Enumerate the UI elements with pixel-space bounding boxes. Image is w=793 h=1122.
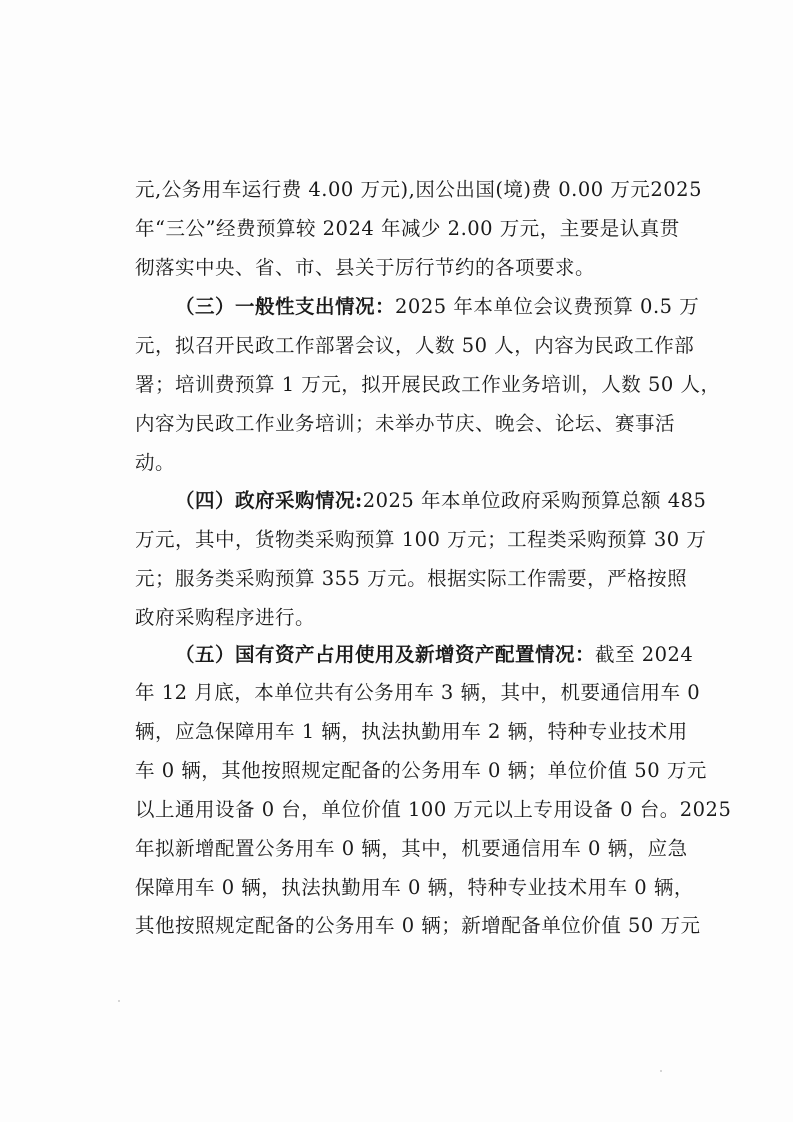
paragraph-1-line-3: 彻落实中央、省、市、县关于厉行节约的各项要求。 (135, 256, 596, 279)
paragraph-2-line-1-text: 2025 年本单位会议费预算 0.5 万 (395, 295, 700, 318)
section-heading-3: （三）一般性支出情况： (175, 295, 396, 318)
paragraph-4-line-2: 年 12 月底，本单位共有公务用车 3 辆，其中，机要通信用车 0 (135, 681, 701, 704)
section-heading-4: （四）政府采购情况: (175, 489, 363, 512)
paragraph-2-line-1 (175, 289, 700, 325)
paragraph-3-line-2: 万元，其中，货物类采购预算 100 万元；工程类采购预算 30 万 (135, 528, 707, 551)
paragraph-3-line-4: 政府采购程序进行。 (135, 606, 316, 629)
paragraph-4-line-5: 以上通用设备 0 台，单位价值 100 万元以上专用设备 0 台。2025 (135, 798, 732, 821)
scan-speck (118, 1000, 120, 1002)
paragraph-4-line-3: 辆，应急保障用车 1 辆，执法执勤用车 2 辆，特种专业技术用 (135, 720, 688, 743)
paragraph-1-line-1: 元,公务用车运行费 4.00 万元),因公出国(境)费 0.00 万元2025 (135, 178, 702, 201)
paragraph-1-line-2: 年“三公”经费预算较 2024 年减少 2.00 万元，主要是认真贯 (135, 217, 680, 240)
paragraph-3-line-1 (175, 483, 707, 519)
paragraph-2-line-2: 元，拟召开民政工作部署会议，人数 50 人，内容为民政工作部 (135, 334, 695, 357)
paragraph-2-line-4: 内容为民政工作业务培训；未举办节庆、晚会、论坛、赛事活 (135, 412, 676, 435)
paragraph-4-line-6: 年拟新增配置公务用车 0 辆，其中，机要通信用车 0 辆，应急 (135, 837, 688, 860)
paragraph-2-line-3: 署；培训费预算 1 万元，拟开展民政工作业务培训，人数 50 人， (135, 373, 721, 396)
paragraph-2-line-5: 动。 (135, 451, 176, 474)
paragraph-4-line-8: 其他按照规定配备的公务用车 0 辆；新增配备单位价值 50 万元 (135, 914, 701, 937)
section-heading-5: （五）国有资产占用使用及新增资产配置情况： (175, 643, 596, 666)
paragraph-4-line-1 (175, 637, 694, 673)
paragraph-4-line-1-text: 截至 2024 (595, 643, 694, 666)
paragraph-4-line-4: 车 0 辆，其他按照规定配备的公务用车 0 辆；单位价值 50 万元 (135, 759, 707, 782)
paragraph-3-line-1-text: 2025 年本单位政府采购预算总额 485 (362, 489, 707, 512)
paragraph-3-line-3: 元；服务类采购预算 355 万元。根据实际工作需要，严格按照 (135, 567, 688, 590)
paragraph-4-line-7: 保障用车 0 辆，执法执勤用车 0 辆，特种专业技术用车 0 辆， (135, 876, 694, 899)
scan-speck (660, 1070, 662, 1072)
